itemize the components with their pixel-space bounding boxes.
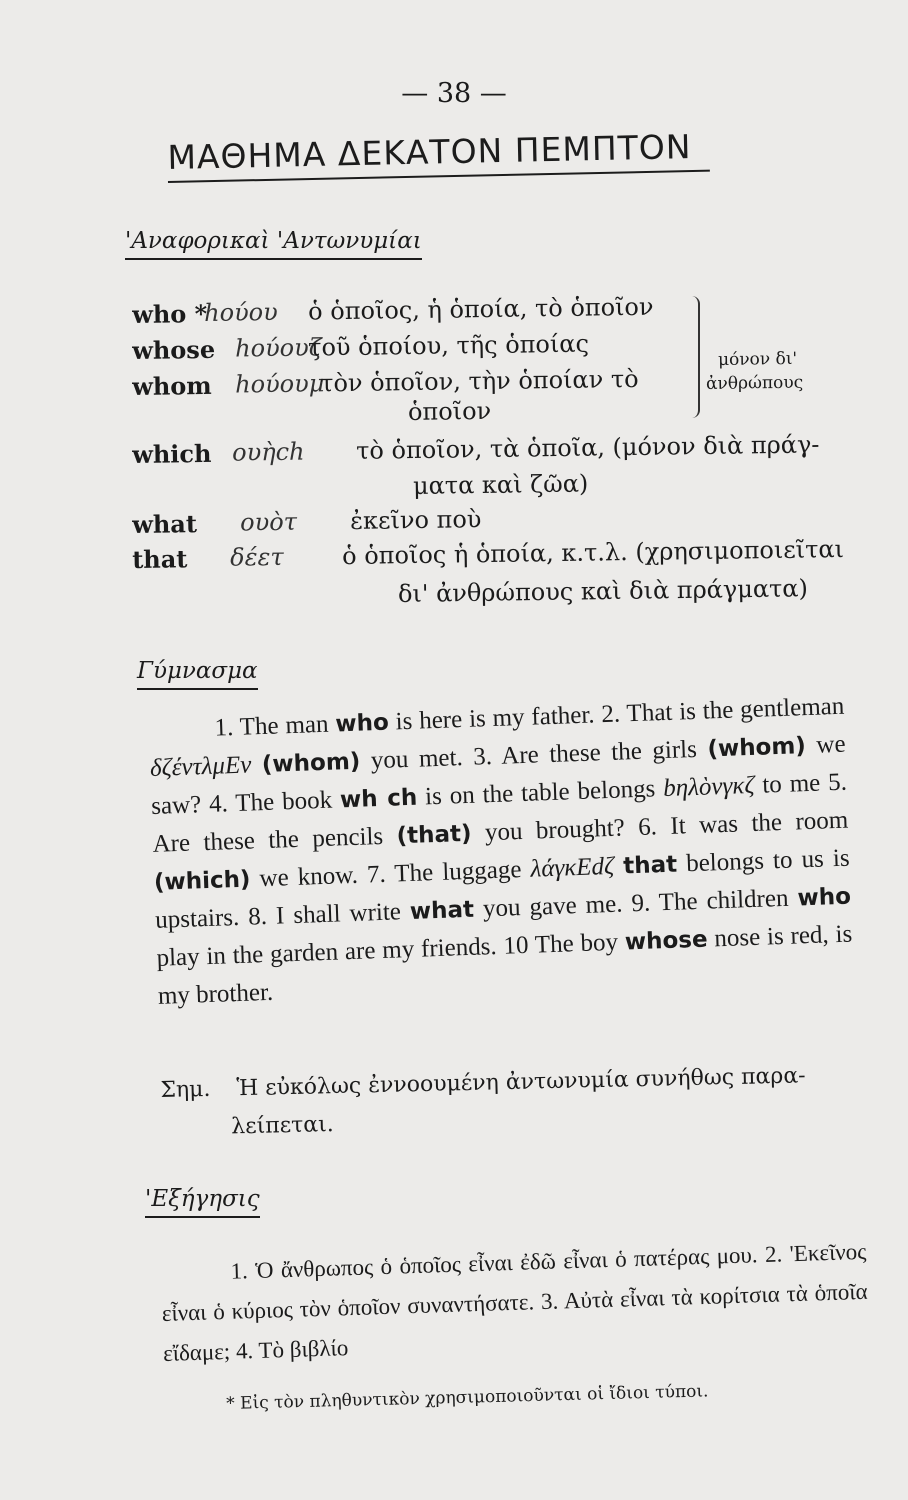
vocab-pronunciation: hούουμ [234,369,325,399]
exercise-paragraph: 1. The man who is here is my father. 2. That is the gentleman δζέντλμΕν (whom) you met. 3. Are these the girls (whom) we saw? 4. The book wh ch is on the table belongs bηλὸνγκζ to me 5. Are these the pencils (that) you brought? 6. It was the room (which) we know. 7. The luggage λάγκΕdζ that belongs to us is upstairs. 8. I shall write what you gave me. 9. The children who play in the garden are my friends. 10 The boy whose nose is red, is my brother. [149,692,853,1010]
vocab-pronunciation: hούουζ [234,333,322,363]
vocab-pronunciation: hούου [203,297,278,327]
vocab-greek: ὁ ὁποῖος ἡ ὁποία, κ.τ.λ. (χρησιμοποιεῖται [341,535,845,571]
footnote: * Εἰς τὸν πληθυντικὸν χρησιμοποιοῦνται οἱ ἴδιοι τύποι. [226,1381,709,1414]
vocab-row-which [132,430,852,469]
vocab-pronunciation: ουὸτ [239,507,298,537]
vocab-pronunciation: δέετ [229,542,284,572]
vocab-continuation: δι' ἀνθρώπους καὶ διὰ πράγματα) [397,574,809,608]
note-text: Ἡ εὐκόλως ἐννοουμένη ἀντωνυμία συνήθως παρα- [236,1063,806,1102]
vocab-row-what [132,500,852,539]
vocab-english: that [132,544,188,574]
note [160,1056,852,1148]
section-heading-exercise: Γύμνασμα [137,658,258,690]
vocab-greek: τὸν ὁποῖον, τὴν ὁποίαν τὸ [319,364,639,398]
vocab-english: what [132,509,198,539]
brace-note: μόνον δι' [717,348,798,370]
vocab-continuation: ματα καὶ ζῶα) [412,469,589,500]
note-text-continuation: λείπεται. [230,1112,335,1140]
vocab-english: which [132,438,212,469]
vocab-english: who * [132,298,208,329]
page-number: — 38 — [401,78,507,109]
vocab-row-who [132,290,852,329]
vocab-english: whose [132,334,216,365]
vocab-english: whom [132,370,212,401]
section-heading-explanation: 'Εξήγησις [145,1186,260,1218]
vocab-pronunciation: ουὴch [231,437,305,467]
vocab-greek: τὸ ὁποῖον, τὰ ὁποῖα, (μόνον διὰ πράγ- [355,430,820,465]
vocab-greek: τοῦ ὁποίου, τῆς ὁποίας [307,329,590,362]
vocab-greek: ὁ ὁποῖος, ἡ ὁποία, τὸ ὁποῖον [307,292,654,326]
chapter-title: ΜΑΘΗΜΑ ΔΕΚΑΤΟΝ ΠΕΜΠΤΟΝ [167,127,710,183]
vocab-greek: ἐκεῖνο ποὺ [349,505,482,535]
brace-note: ἀνθρώπους [705,372,804,394]
brace-bracket [692,296,700,418]
vocab-continuation: ὁποῖον [407,396,492,426]
explanation-paragraph: 1. Ὁ ἄνθρωπος ὁ ὁποῖος εἶναι ἐδῶ εἶναι ὁ πατέρας μου. 2. 'Εκεῖνος εἶναι ὁ κύριος τὸν ὁποῖον συναντήσατε. 3. Αὐτὰ εἶναι τὰ κορίτσια τὰ ὁποῖα εἴδαμε; 4. Τὸ βιβλίο [161,1238,868,1366]
note-label: Σημ. [160,1076,211,1103]
section-heading-relative-pronouns: 'Αναφορικαὶ 'Αντωνυμίαι [125,228,422,260]
